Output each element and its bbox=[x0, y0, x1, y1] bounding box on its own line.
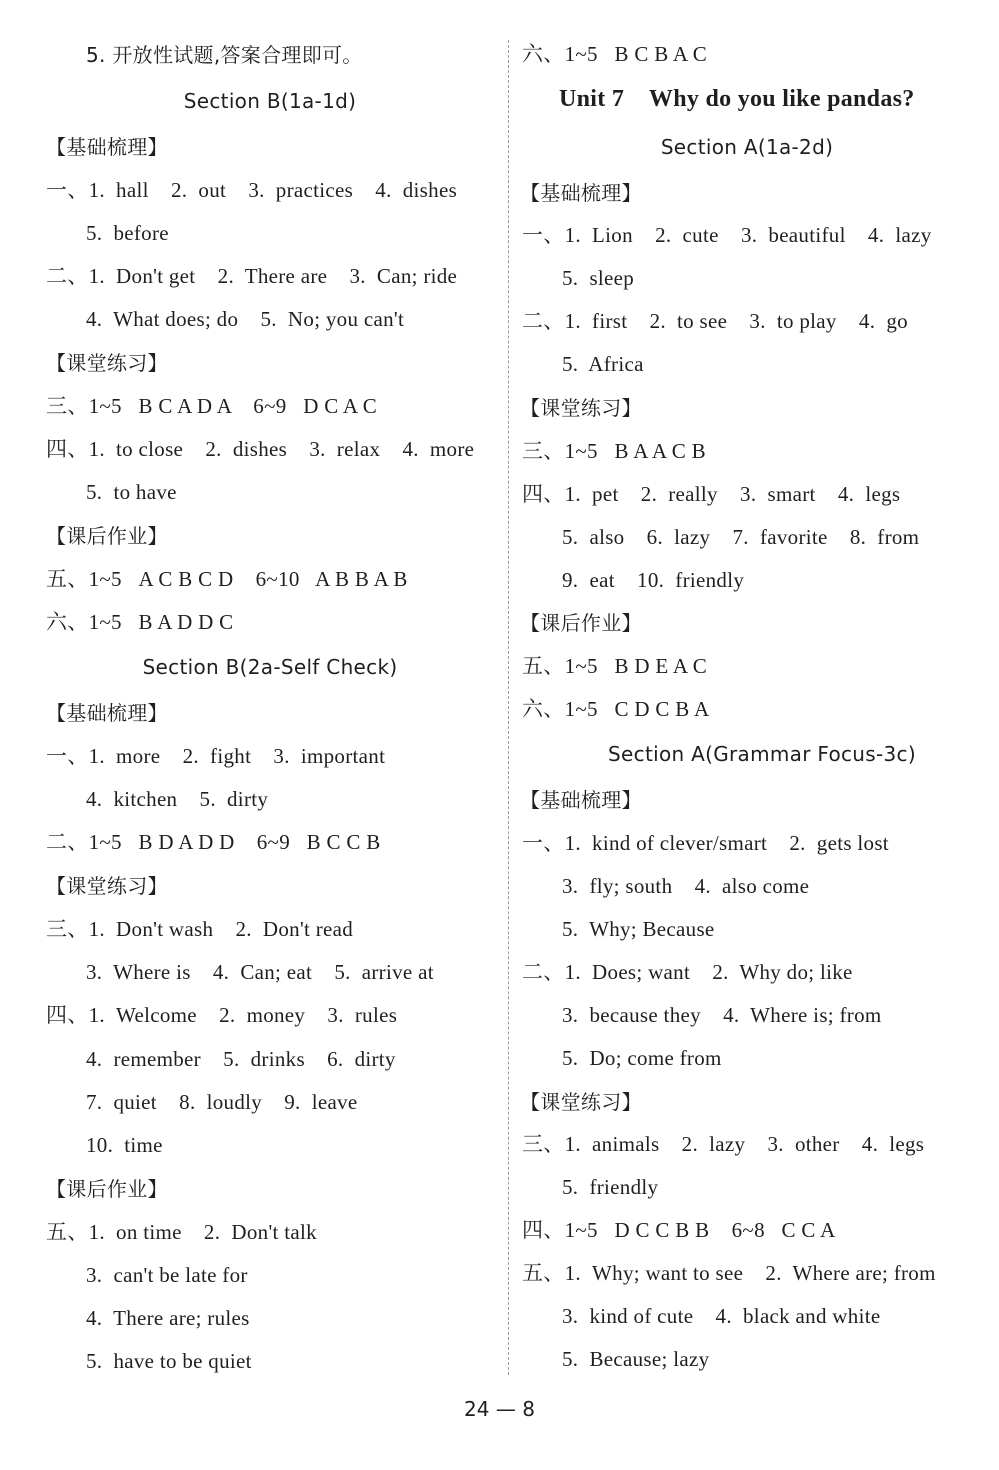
page-number: 24 — 8 bbox=[464, 1397, 535, 1421]
answer-line: 5. before bbox=[86, 221, 169, 245]
answer-line: 一、1. more 2. fight 3. important bbox=[46, 744, 386, 768]
category-label: 【基础梳理】 bbox=[46, 701, 168, 725]
answer-line: 一、1. hall 2. out 3. practices 4. dishes bbox=[46, 178, 458, 202]
answer-line: 三、1. animals 2. lazy 3. other 4. legs bbox=[522, 1132, 925, 1156]
answer-line: 五、1~5 B D E A C bbox=[522, 654, 708, 678]
answer-line: 四、1. Welcome 2. money 3. rules bbox=[46, 1003, 398, 1027]
answer-line: 一、1. kind of clever/smart 2. gets lost bbox=[522, 831, 889, 855]
answer-line: 四、1. to close 2. dishes 3. relax 4. more bbox=[46, 437, 475, 461]
answer-line: 四、1~5 D C C B B 6~8 C C A bbox=[522, 1218, 836, 1242]
answer-line: 7. quiet 8. loudly 9. leave bbox=[86, 1090, 358, 1114]
answer-line: 5. Do; come from bbox=[562, 1046, 722, 1070]
answer-line: 二、1. Does; want 2. Why do; like bbox=[522, 960, 853, 984]
category-label: 【基础梳理】 bbox=[46, 135, 168, 159]
answer-line: 3. fly; south 4. also come bbox=[562, 874, 810, 898]
answer-line: 4. What does; do 5. No; you can't bbox=[86, 307, 405, 331]
category-label: 【课后作业】 bbox=[520, 611, 642, 635]
answer-line: 4. There are; rules bbox=[86, 1306, 250, 1330]
answer-line: 五、1. on time 2. Don't talk bbox=[46, 1220, 317, 1244]
category-label: 【基础梳理】 bbox=[520, 788, 642, 812]
answer-line: 5. friendly bbox=[562, 1175, 659, 1199]
answer-line: 5. 开放性试题,答案合理即可。 bbox=[86, 43, 363, 67]
answer-line: 四、1. pet 2. really 3. smart 4. legs bbox=[522, 482, 901, 506]
answer-line: 5. Africa bbox=[562, 352, 644, 376]
answer-line: 三、1~5 B A A C B bbox=[522, 439, 706, 463]
answer-line: 9. eat 10. friendly bbox=[562, 568, 745, 592]
answer-line: 5. have to be quiet bbox=[86, 1349, 252, 1373]
category-label: 【课堂练习】 bbox=[520, 1090, 642, 1114]
answer-line: 5. Why; Because bbox=[562, 917, 715, 941]
answer-line: 二、1. Don't get 2. There are 3. Can; ride bbox=[46, 264, 458, 288]
category-label: 【课堂练习】 bbox=[520, 396, 642, 420]
section-heading: Section A(1a-2d) bbox=[660, 135, 834, 159]
answer-line: 三、1~5 B C A D A 6~9 D C A C bbox=[46, 394, 378, 418]
answer-line: 三、1. Don't wash 2. Don't read bbox=[46, 917, 354, 941]
category-label: 【课后作业】 bbox=[46, 1177, 168, 1201]
category-label: 【课堂练习】 bbox=[46, 874, 168, 898]
category-label: 【课堂练习】 bbox=[46, 351, 168, 375]
answer-line: 一、1. Lion 2. cute 3. beautiful 4. lazy bbox=[522, 223, 932, 247]
answer-line: 10. time bbox=[86, 1133, 163, 1157]
answer-line: 二、1~5 B D A D D 6~9 B C C B bbox=[46, 830, 381, 854]
category-label: 【课后作业】 bbox=[46, 524, 168, 548]
answer-line: 3. kind of cute 4. black and white bbox=[562, 1304, 881, 1328]
answer-line: 二、1. first 2. to see 3. to play 4. go bbox=[522, 309, 908, 333]
answer-line: 六、1~5 B A D D C bbox=[46, 610, 234, 634]
answer-line: 3. Where is 4. Can; eat 5. arrive at bbox=[86, 960, 434, 984]
column-divider bbox=[508, 40, 509, 1375]
section-heading: Section B(1a-1d) bbox=[183, 89, 357, 113]
answer-line: 五、1~5 A C B C D 6~10 A B B A B bbox=[46, 567, 408, 591]
category-label: 【基础梳理】 bbox=[520, 181, 642, 205]
answer-line: 3. can't be late for bbox=[86, 1263, 248, 1287]
section-heading: Section B(2a-Self Check) bbox=[142, 655, 398, 679]
answer-line: 5. to have bbox=[86, 480, 177, 504]
answer-line: 4. kitchen 5. dirty bbox=[86, 787, 269, 811]
answer-line: 4. remember 5. drinks 6. dirty bbox=[86, 1047, 396, 1071]
answer-line: 5. sleep bbox=[562, 266, 635, 290]
answer-line: 六、1~5 C D C B A bbox=[522, 697, 710, 721]
section-heading: Section A(Grammar Focus-3c) bbox=[608, 742, 916, 766]
answer-line: 3. because they 4. Where is; from bbox=[562, 1003, 882, 1027]
answer-line: 五、1. Why; want to see 2. Where are; from bbox=[522, 1261, 936, 1285]
answer-line: 5. Because; lazy bbox=[562, 1347, 710, 1371]
answer-line: 六、1~5 B C B A C bbox=[522, 42, 708, 66]
unit-title: Unit 7 Why do you like pandas? bbox=[559, 86, 915, 112]
answer-line: 5. also 6. lazy 7. favorite 8. from bbox=[562, 525, 920, 549]
